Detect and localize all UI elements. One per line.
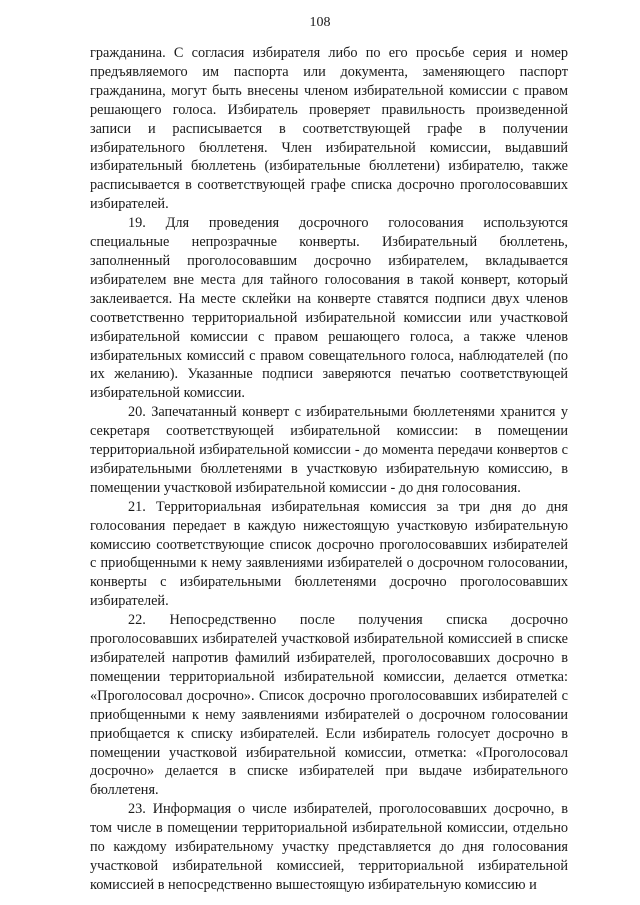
paragraph-item-22: 22. Непосредственно после получения списка досрочно проголосовавших избирателей участковой избирательной комиссией в списке избирателей напротив фамилий избирателей, проголосовавших досрочно в помещении территориальной избирательной комиссии, делается отметка: «Проголосовал досрочно». Список досрочно проголосовавших избирателей с приобщенными к нему заявлениями избирателей о досрочном голосовании приобщается к списку избирателей. Если избиратель голосует досрочно в помещении участковой избирательной комиссии, отметка: «Проголосовал досрочно» делается в списке избирателей при выдаче избирательного бюллетеня. — [90, 612, 568, 799]
paragraph-item-19: 19. Для проведения досрочного голосования используются специальные непрозрачные конверты. Избирательный бюллетень, заполненный проголосовавшим досрочно избирателем, вкладывается избирателем вне места для тайного голосования в такой конверт, который заклеивается. На месте склейки на конверте ставятся подписи двух членов соответственно территориальной избирательной комиссии или участковой избирательной комиссии с правом решающего голоса, а также членов избирательных комиссий с правом совещательного голоса, наблюдателей (по их желанию). Указанные подписи заверяются печатью соответствующей избирательной комиссии. — [90, 215, 568, 402]
paragraph-continuation: гражданина. С согласия избирателя либо по его просьбе серия и номер предъявляемого им паспорта или документа, заменяющего паспорт гражданина, могут быть внесены членом избирательной комиссии с правом решающего голоса. Избиратель проверяет правильность произведенной записи и расписывается в соответствующей графе в получении избирательного бюллетеня. Член избирательной комиссии, выдавший избирательный бюллетень (избирательные бюллетени) избирателю, также расписывается в соответствующей графе списка досрочно проголосовавших избирателей. — [90, 45, 568, 213]
paragraph-item-21: 21. Территориальная избирательная комиссия за три дня до дня голосования передает в каждую нижестоящую участковую избирательную комиссию соответствующие список досрочно проголосовавших избирателей с приобщенными к нему заявлениями избирателей о досрочном голосовании, конверты с избирательными бюллетенями досрочно проголосовавших избирателей. — [90, 498, 568, 610]
paragraph-item-23: 23. Информация о числе избирателей, проголосовавших досрочно, в том числе в помещении территориальной избирательной комиссии, отдельно по каждому избирательному участку представляется до дня голосования участковой избирательной комиссией, территориальной избирательной комиссией в непосредственно вышестоящую избирательную комиссию и — [90, 801, 568, 893]
paragraph-item-20: 20. Запечатанный конверт с избирательными бюллетенями хранится у секретаря соответствующей избирательной комиссии: в помещении территориальной избирательной комиссии - до момента передачи конвертов с избирательными бюллетенями в участковую избирательную комиссию, в помещении участковой избирательной комиссии - до дня голосования. — [90, 404, 568, 496]
document-body — [90, 44, 568, 895]
page-number: 108 — [309, 15, 331, 30]
